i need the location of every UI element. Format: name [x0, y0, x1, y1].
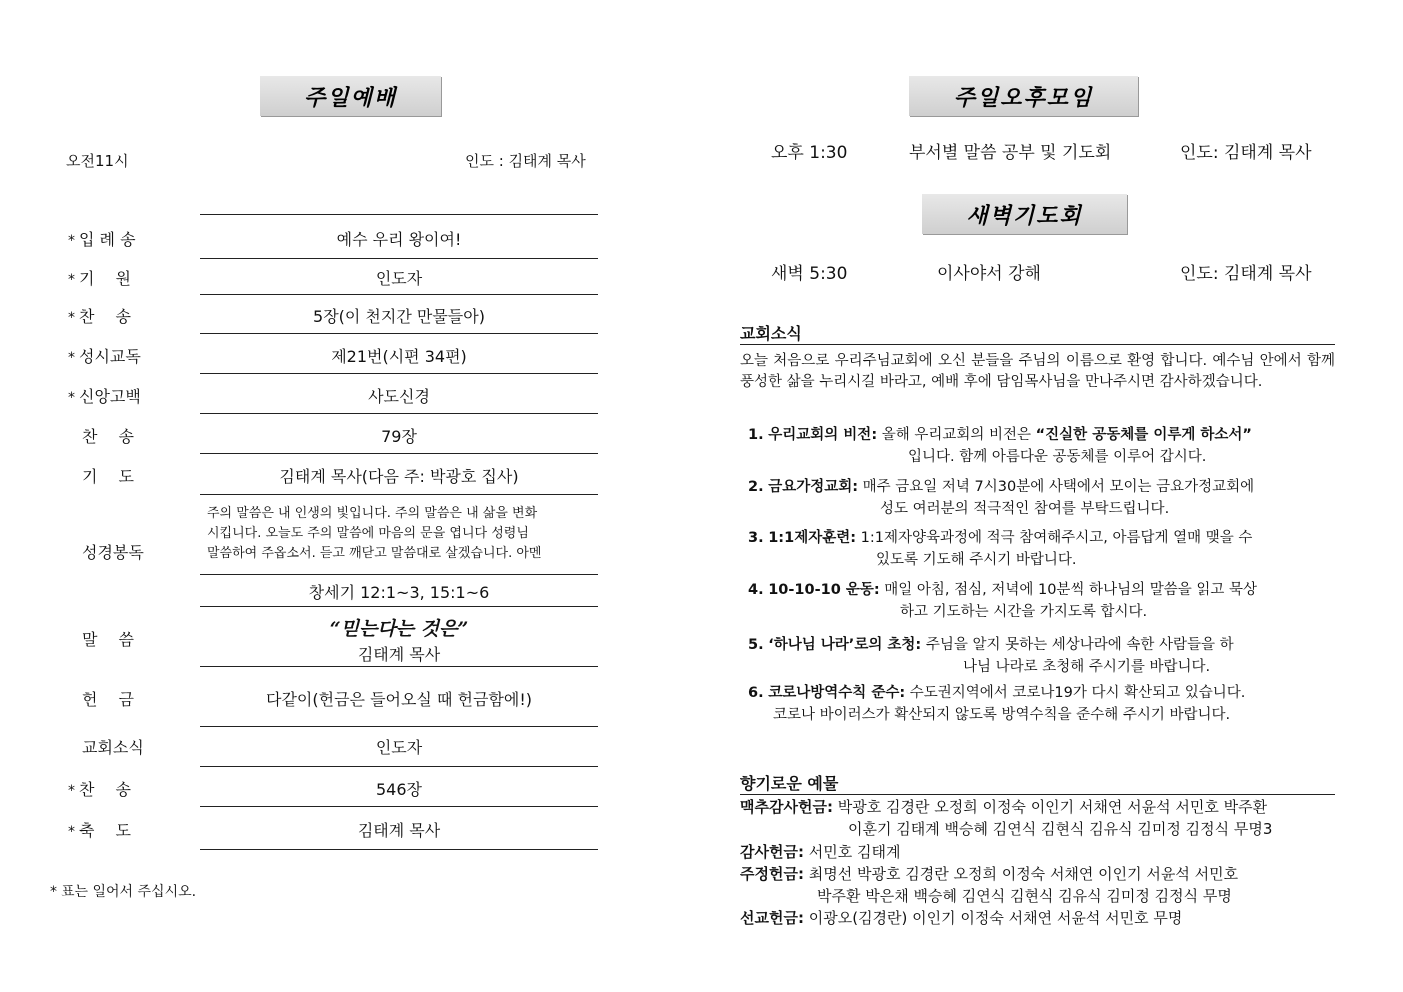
rule: [200, 806, 598, 807]
rule: [200, 606, 598, 607]
dawn-time: 새벽 5:30: [771, 264, 848, 284]
order-label-closing-hymn: * 찬 송: [68, 780, 131, 799]
worship-leader: 인도 : 김태계 목사: [465, 152, 586, 170]
offering-row: 감사헌금: 서민호 김태계: [740, 843, 901, 861]
order-label-responsive-reading: * 성시교독: [68, 347, 141, 366]
order-value-creed: 사도신경: [368, 387, 430, 406]
worship-title: 주일예배: [260, 76, 441, 116]
order-value-responsive-reading: 제21번(시편 34편): [331, 347, 467, 366]
order-value-hymn: 5장(이 천지간 만물들아): [313, 307, 485, 326]
order-label-scripture: 성경봉독: [82, 543, 144, 562]
reading-line: 주의 말씀은 내 인생의 빛입니다. 주의 말씀은 내 삶을 변화: [207, 506, 538, 521]
rule: [200, 333, 598, 334]
news-intro: 오늘 처음으로 우리주님교회에 오신 분들을 주님의 이름으로 환영 합니다. 예수님 안에서 함께 풍성한 삶을 누리시길 바라고, 예배 후에 담임목사님을 만나주시면 감사하겠습니다.: [740, 353, 1335, 390]
offerings-heading: 향기로운 예물: [740, 771, 1335, 795]
order-value-opening-hymn: 예수 우리 왕이여!: [336, 230, 462, 249]
order-value-invocation: 인도자: [375, 269, 423, 288]
sermon-title: “믿는다는 것은”: [329, 618, 469, 640]
afternoon-desc: 부서별 말씀 공부 및 기도회: [909, 143, 1112, 163]
reading-line: 말씀하여 주옵소서. 듣고 깨닫고 말씀대로 살겠습니다. 아멘: [207, 546, 542, 561]
rule: [200, 494, 598, 495]
reading-line: 시킵니다. 오늘도 주의 말씀에 마음의 문을 엽니다 성령님: [207, 526, 529, 541]
news-item: 3. 1:1제자훈련: 1:1제자양육과정에 적극 참여해주시고, 아름답게 열매 맺을 수 있도록 기도해 주시기 바랍니다.: [748, 530, 1253, 568]
rule: [200, 413, 598, 414]
news-item: 6. 코로나방역수칙 준수: 수도권지역에서 코로나19가 다시 확산되고 있습니다. 코로나 바이러스가 확산되지 않도록 방역수칙을 준수해 주시기 바랍니다.: [748, 685, 1246, 723]
order-value-prayer: 김태계 목사(다음 주: 박광호 집사): [279, 467, 519, 486]
order-value-hymn-2: 79장: [381, 427, 417, 446]
rule: [200, 453, 598, 454]
news-heading: 교회소식: [740, 321, 1335, 345]
offering-row: 주정헌금: 최명선 박광호 김경란 오정희 이정숙 서채연 이인기 서윤석 서민호 박주환 박은채 백승혜 김연식 김현식 김유식 김미정 김정식 무명: [740, 865, 1239, 905]
order-value-closing-hymn: 546장: [376, 780, 422, 799]
sermon-preacher: 김태계 목사: [357, 645, 441, 664]
order-value-benediction: 김태계 목사: [357, 821, 441, 840]
rule: [200, 766, 598, 767]
reading-passage: 창세기 12:1~3, 15:1~6: [308, 583, 490, 602]
rule: [200, 574, 598, 575]
rule: [200, 666, 598, 667]
offering-row: 맥추감사헌금: 박광호 김경란 오정희 이정숙 이인기 서채연 서윤석 서민호 박주환 이훈기 김태계 백승혜 김연식 김현식 김유식 김미정 김정식 무명3: [740, 798, 1273, 838]
dawn-desc: 이사야서 강해: [937, 264, 1041, 284]
news-item: 1. 우리교회의 비전: 올해 우리교회의 비전은 “진실한 공동체를 이루게 하소서” 입니다. 함께 아름다운 공동체를 이루어 갑시다.: [748, 427, 1252, 465]
afternoon-title: 주일오후모임: [909, 76, 1138, 116]
rule: [200, 726, 598, 727]
order-value-offering: 다같이(헌금은 들어오실 때 헌금함에!): [266, 690, 532, 709]
reading-prayer-text: [207, 504, 541, 564]
order-label-sermon: 말 씀: [82, 630, 134, 649]
order-label-hymn-2: 찬 송: [82, 427, 134, 446]
rule: [200, 849, 598, 850]
news-item: 5. ‘하나님 나라’로의 초청: 주님을 알지 못하는 세상나라에 속한 사람들을 하 나님 나라로 초청해 주시기를 바랍니다.: [748, 637, 1234, 675]
dawn-leader: 인도: 김태계 목사: [1180, 264, 1312, 284]
news-item: 4. 10-10-10 운동: 매일 아침, 점심, 저녁에 10분씩 하나님의 말씀을 읽고 묵상 하고 기도하는 시간을 가지도록 합시다.: [748, 582, 1257, 620]
footnote: * 표는 일어서 주십시오.: [50, 884, 197, 900]
rule: [200, 258, 598, 259]
order-value-announcements: 인도자: [375, 738, 423, 757]
worship-time: 오전11시: [66, 152, 129, 170]
order-label-hymn: * 찬 송: [68, 307, 131, 326]
order-label-creed: * 신앙고백: [68, 387, 141, 406]
news-item: 2. 금요가정교회: 매주 금요일 저녁 7시30분에 사택에서 모이는 금요가정교회에 성도 여러분의 적극적인 참여를 부탁드립니다.: [748, 479, 1255, 517]
rule: [200, 214, 598, 215]
offering-row: 선교헌금: 이광오(김경란) 이인기 이정숙 서채연 서윤석 서민호 무명: [740, 909, 1183, 927]
order-label-offering: 헌 금: [82, 690, 134, 709]
order-label-invocation: * 기 원: [68, 269, 131, 288]
afternoon-time: 오후 1:30: [771, 143, 848, 163]
order-label-benediction: * 축 도: [68, 821, 131, 840]
dawn-title: 새벽기도회: [922, 194, 1127, 234]
rule: [200, 294, 598, 295]
afternoon-leader: 인도: 김태계 목사: [1180, 143, 1312, 163]
order-label-prayer: 기 도: [82, 467, 134, 486]
order-label-announcements: 교회소식: [82, 738, 144, 757]
rule: [200, 373, 598, 374]
order-label-opening-hymn: * 입 례 송: [68, 230, 136, 249]
